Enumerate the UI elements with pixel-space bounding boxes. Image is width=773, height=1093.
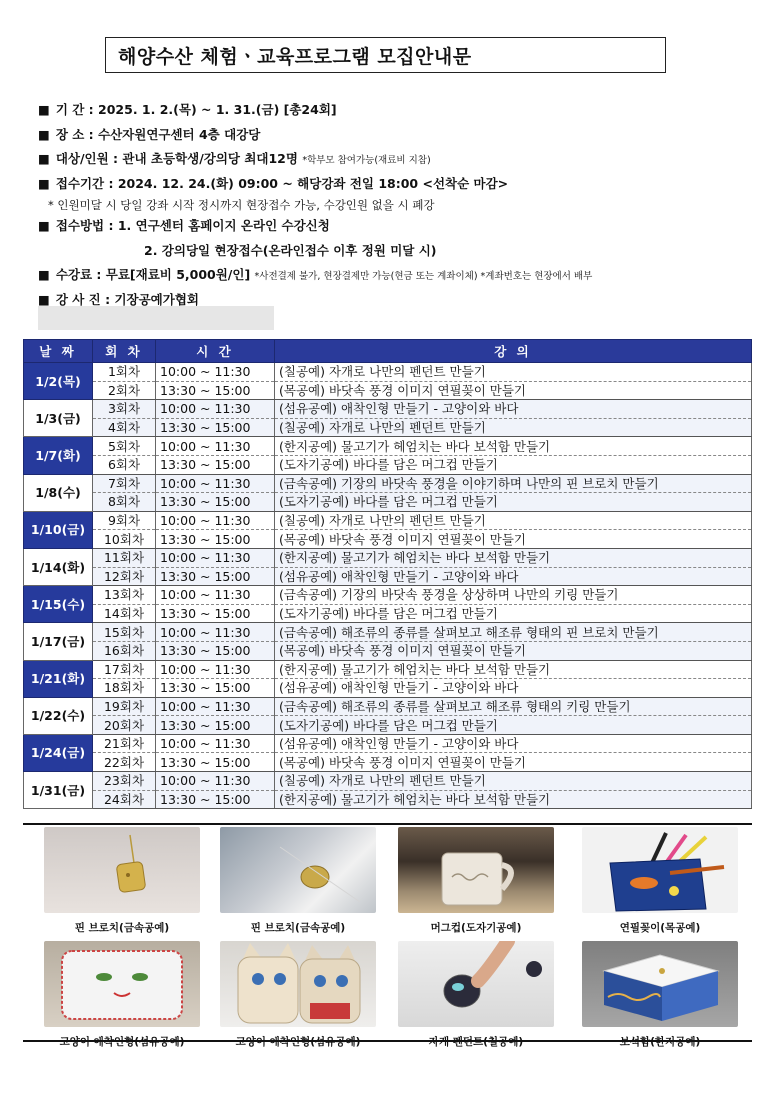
table-row (24, 530, 752, 549)
time-cell: 13:30 ~ 15:00 (156, 604, 275, 623)
date-cell: 1/14(화) (24, 548, 93, 585)
cat-doll-photo-image (220, 941, 376, 1027)
caption: 머그컵(도자기공예) (430, 922, 522, 934)
photo-mug (398, 827, 554, 935)
brooch-photo-image (220, 827, 376, 913)
info-period: ■ 기 간 : 2025. 1. 2.(목) ~ 1. 31.(금) [총24회] (38, 102, 337, 117)
time-cell: 10:00 ~ 11:30 (156, 734, 275, 753)
photo-jewelry-box (582, 941, 738, 1049)
lecture-cell: (금속공예) 해조류의 종류를 살펴보고 해조류 형태의 핀 브로치 만들기 (275, 623, 752, 642)
lecture-cell: (섬유공예) 애착인형 만들기 - 고양이와 바다 (275, 400, 752, 419)
info-section (38, 98, 763, 312)
lecture-cell: (칠공예) 자개로 나만의 펜던트 만들기 (275, 363, 752, 382)
time-cell: 10:00 ~ 11:30 (156, 400, 275, 419)
date-cell: 1/24(금) (24, 734, 93, 771)
table-row (24, 697, 752, 716)
info-method-line2: 2. 강의당일 현장접수(온라인접수 이후 정원 미달 시) (144, 242, 437, 258)
table-row (24, 400, 752, 419)
photo-brooch-1 (44, 827, 200, 935)
table-row (24, 679, 752, 698)
session-cell: 5회차 (93, 437, 156, 456)
table-row (24, 567, 752, 586)
bullet-square-icon: ■ (38, 291, 50, 307)
table-row (24, 604, 752, 623)
table-row (24, 511, 752, 530)
jewelry-box-photo-image (582, 941, 738, 1027)
caption: 고양이 애착인형(섬유공예) (59, 1036, 185, 1048)
date-cell: 1/2(목) (24, 363, 93, 400)
date-cell: 1/8(수) (24, 474, 93, 511)
schedule-body (24, 363, 752, 809)
lecture-cell: (도자기공예) 바다를 담은 머그컵 만들기 (275, 604, 752, 623)
time-cell: 10:00 ~ 11:30 (156, 474, 275, 493)
lecture-cell: (목공예) 바닷속 풍경 이미지 연필꽂이 만들기 (275, 381, 752, 400)
table-row (24, 772, 752, 791)
jewelry-box-illustration (582, 941, 738, 1027)
info-reception-note: * 인원미달 시 당일 강좌 시작 정시까지 현장접수 가능, 수강인원 없을 시 폐강 (48, 198, 435, 212)
time-cell: 13:30 ~ 15:00 (156, 753, 275, 772)
session-cell: 10회차 (93, 530, 156, 549)
session-cell: 15회차 (93, 623, 156, 642)
pencil-holder-illustration (582, 827, 738, 913)
session-cell: 13회차 (93, 586, 156, 605)
lecture-cell: (도자기공예) 바다를 담은 머그컵 만들기 (275, 455, 752, 474)
photo-cat-doll-1 (44, 941, 200, 1049)
bullet-square-icon: ■ (38, 218, 50, 233)
bullet-square-icon: ■ (38, 175, 50, 191)
time-cell: 13:30 ~ 15:00 (156, 493, 275, 512)
caption: 보석함(한지공예) (619, 1036, 701, 1048)
date-cell: 1/3(금) (24, 400, 93, 437)
mug-photo-image (398, 827, 554, 913)
pendant-photo-image (398, 941, 554, 1027)
schedule-table (23, 339, 752, 809)
lecture-cell: (칠공예) 자개로 나만의 펜던트 만들기 (275, 418, 752, 437)
bullet-square-icon: ■ (38, 267, 50, 282)
time-cell: 13:30 ~ 15:00 (156, 567, 275, 586)
table-row (24, 548, 752, 567)
date-cell: 1/7(화) (24, 437, 93, 474)
pencil-holder-photo-image (582, 827, 738, 913)
table-row (24, 753, 752, 772)
time-cell: 13:30 ~ 15:00 (156, 641, 275, 660)
bullet-square-icon: ■ (38, 102, 50, 117)
time-cell: 13:30 ~ 15:00 (156, 455, 275, 474)
time-cell: 13:30 ~ 15:00 (156, 381, 275, 400)
time-cell: 13:30 ~ 15:00 (156, 716, 275, 735)
caption: 고양이 애착인형(섬유공예) (235, 1036, 361, 1048)
table-row (24, 493, 752, 512)
caption: 연필꽂이(목공예) (619, 922, 701, 934)
time-cell: 13:30 ~ 15:00 (156, 790, 275, 809)
photo-brooch-2 (220, 827, 376, 935)
page-title: 해양수산 체험ㆍ교육프로그램 모집안내문 (105, 37, 666, 73)
session-cell: 16회차 (93, 641, 156, 660)
brooch-illustration (44, 827, 200, 913)
info-instructor: ■ 강 사 진 : 기장공예가협회 (38, 291, 199, 307)
lecture-cell: (한지공예) 물고기가 헤엄치는 바다 보석함 만들기 (275, 437, 752, 456)
session-cell: 24회차 (93, 790, 156, 809)
lecture-cell: (금속공예) 기장의 바닷속 풍경을 상상하며 나만의 키링 만들기 (275, 586, 752, 605)
date-cell: 1/17(금) (24, 623, 93, 660)
table-row (24, 623, 752, 642)
lecture-cell: (금속공예) 기장의 바닷속 풍경을 이야기하며 나만의 핀 브로치 만들기 (275, 474, 752, 493)
time-cell: 10:00 ~ 11:30 (156, 660, 275, 679)
info-reception: ■ 접수기간 : 2024. 12. 24.(화) 09:00 ~ 해당강좌 전일 18:00 <선착순 마감> (38, 175, 509, 191)
session-cell: 3회차 (93, 400, 156, 419)
mug-illustration (398, 827, 554, 913)
header-session: 회 차 (93, 340, 156, 363)
time-cell: 10:00 ~ 11:30 (156, 437, 275, 456)
lecture-cell: (칠공예) 자개로 나만의 펜던트 만들기 (275, 772, 752, 791)
time-cell: 13:30 ~ 15:00 (156, 418, 275, 437)
header-date: 날 짜 (24, 340, 93, 363)
table-row (24, 790, 752, 809)
date-cell: 1/15(수) (24, 586, 93, 623)
time-cell: 13:30 ~ 15:00 (156, 530, 275, 549)
divider-bottom (23, 1040, 752, 1042)
table-row (24, 474, 752, 493)
table-row (24, 716, 752, 735)
info-target: ■ 대상/인원 : 관내 초등학생/강의당 최대12명 *학부모 참여가능(재료비 지참) (38, 151, 431, 166)
time-cell: 10:00 ~ 11:30 (156, 586, 275, 605)
table-row (24, 418, 752, 437)
session-cell: 8회차 (93, 493, 156, 512)
table-row (24, 455, 752, 474)
session-cell: 14회차 (93, 604, 156, 623)
photo-pencil-holder (582, 827, 738, 935)
cat-doll-photo-image (44, 941, 200, 1027)
table-row (24, 586, 752, 605)
redacted-block (38, 306, 274, 330)
time-cell: 10:00 ~ 11:30 (156, 623, 275, 642)
session-cell: 1회차 (93, 363, 156, 382)
session-cell: 23회차 (93, 772, 156, 791)
info-fee: ■ 수강료 : 무료[재료비 5,000원/인] *사전결제 불가, 현장결제만 가능(현금 또는 계좌이체) *계좌번호는 현장에서 배부 (38, 267, 593, 282)
table-row (24, 641, 752, 660)
lecture-cell: (한지공예) 물고기가 헤엄치는 바다 보석함 만들기 (275, 548, 752, 567)
session-cell: 19회차 (93, 697, 156, 716)
time-cell: 10:00 ~ 11:30 (156, 511, 275, 530)
session-cell: 7회차 (93, 474, 156, 493)
session-cell: 4회차 (93, 418, 156, 437)
table-row (24, 660, 752, 679)
session-cell: 12회차 (93, 567, 156, 586)
cat-doll-illustration (220, 941, 376, 1027)
pendant-illustration (398, 941, 554, 1027)
lecture-cell: (섬유공예) 애착인형 만들기 - 고양이와 바다 (275, 679, 752, 698)
time-cell: 10:00 ~ 11:30 (156, 772, 275, 791)
cat-doll-illustration (44, 941, 200, 1027)
lecture-cell: (목공예) 바닷속 풍경 이미지 연필꽂이 만들기 (275, 530, 752, 549)
session-cell: 6회차 (93, 455, 156, 474)
date-cell: 1/21(화) (24, 660, 93, 697)
lecture-cell: (도자기공예) 바다를 담은 머그컵 만들기 (275, 493, 752, 512)
divider-top (23, 823, 752, 825)
caption: 핀 브로치(금속공예) (250, 922, 346, 934)
session-cell: 2회차 (93, 381, 156, 400)
time-cell: 10:00 ~ 11:30 (156, 363, 275, 382)
session-cell: 11회차 (93, 548, 156, 567)
header-time: 시 간 (156, 340, 275, 363)
caption: 핀 브로치(금속공예) (74, 922, 170, 934)
date-cell: 1/10(금) (24, 511, 93, 548)
time-cell: 10:00 ~ 11:30 (156, 548, 275, 567)
lecture-cell: (도자기공예) 바다를 담은 머그컵 만들기 (275, 716, 752, 735)
session-cell: 22회차 (93, 753, 156, 772)
session-cell: 18회차 (93, 679, 156, 698)
table-header-row (24, 340, 752, 363)
brooch-photo-image (44, 827, 200, 913)
lecture-cell: (섬유공예) 애착인형 만들기 - 고양이와 바다 (275, 734, 752, 753)
time-cell: 10:00 ~ 11:30 (156, 697, 275, 716)
date-cell: 1/31(금) (24, 772, 93, 809)
brooch-illustration (220, 827, 376, 913)
lecture-cell: (목공예) 바닷속 풍경 이미지 연필꽂이 만들기 (275, 641, 752, 660)
info-place: ■ 장 소 : 수산자원연구센터 4층 대강당 (38, 126, 261, 142)
info-method: ■ 접수방법 : 1. 연구센터 홈페이지 온라인 수강신청 (38, 218, 330, 233)
session-cell: 17회차 (93, 660, 156, 679)
session-cell: 20회차 (93, 716, 156, 735)
session-cell: 21회차 (93, 734, 156, 753)
lecture-cell: (칠공예) 자개로 나만의 펜던트 만들기 (275, 511, 752, 530)
lecture-cell: (금속공예) 해조류의 종류를 살펴보고 해조류 형태의 키링 만들기 (275, 697, 752, 716)
table-row (24, 437, 752, 456)
header-lecture: 강 의 (275, 340, 752, 363)
table-row (24, 363, 752, 382)
photo-pendant (398, 941, 554, 1049)
lecture-cell: (목공예) 바닷속 풍경 이미지 연필꽂이 만들기 (275, 753, 752, 772)
bullet-square-icon: ■ (38, 126, 50, 142)
bullet-square-icon: ■ (38, 151, 50, 166)
time-cell: 13:30 ~ 15:00 (156, 679, 275, 698)
photo-cat-doll-2 (220, 941, 376, 1049)
lecture-cell: (한지공예) 물고기가 헤엄치는 바다 보석함 만들기 (275, 660, 752, 679)
session-cell: 9회차 (93, 511, 156, 530)
table-row (24, 381, 752, 400)
date-cell: 1/22(수) (24, 697, 93, 734)
lecture-cell: (섬유공예) 애착인형 만들기 - 고양이와 바다 (275, 567, 752, 586)
lecture-cell: (한지공예) 물고기가 헤엄치는 바다 보석함 만들기 (275, 790, 752, 809)
caption: 자개 펜던트(칠공예) (428, 1036, 524, 1048)
table-row (24, 734, 752, 753)
